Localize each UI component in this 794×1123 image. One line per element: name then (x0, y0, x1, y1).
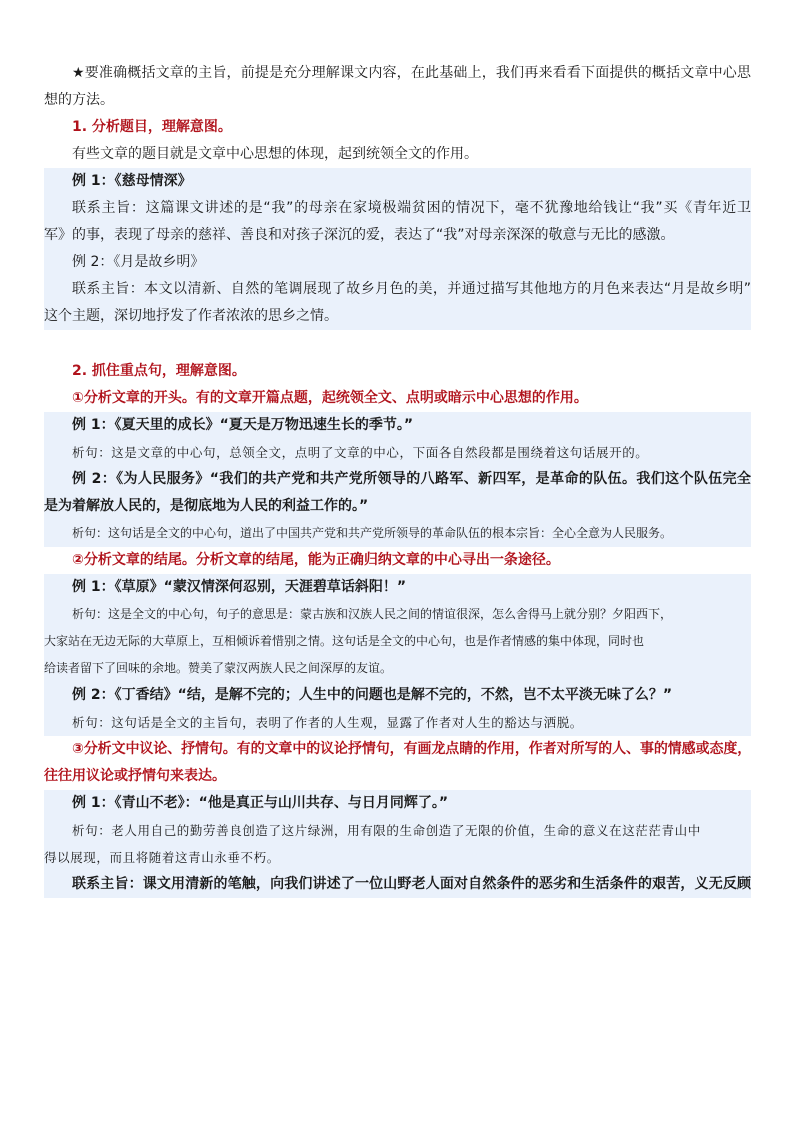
example-2-theme-line-2: 这个主题，深切地抒发了作者浓浓的思乡之情。 (44, 308, 338, 324)
subsection-3-heading-line-2: 往往用议论或抒情句来表达。 (44, 768, 226, 784)
intro-line-2: 想的方法。 (44, 92, 114, 108)
section-gap (44, 330, 751, 358)
section-1-heading: 1. 分析题目，理解意图。 (72, 119, 232, 135)
document-page (44, 60, 751, 898)
subsection-2-example-2-note: 析句：这句话是全文的主旨句，表明了作者的人生观，显露了作者对人生的豁达与洒脱。 (72, 715, 583, 730)
subsection-3-examples-block (44, 790, 751, 898)
subsection-1-examples-block (44, 412, 751, 547)
subsection-3-example-1-theme: 联系主旨：课文用清新的笔触，向我们讲述了一位山野老人面对自然条件的恶劣和生活条件的艰苦，义无反顾 (72, 876, 751, 892)
subsection-2-example-1: 例 1：《草原》“蒙汉情深何忍别，天涯碧草话斜阳！” (72, 579, 407, 595)
subsection-1-example-2-line-1: 例 2：《为人民服务》“我们的共产党和共产党所领导的八路军、新四军，是革命的队伍。我们这个队伍完全 (72, 471, 751, 487)
subsection-1-heading: ①分析文章的开头。有的文章开篇点题，起统领全文、点明或暗示中心思想的作用。 (72, 390, 588, 406)
example-2-title: 例 2：《月是故乡明》 (72, 254, 205, 270)
example-1-theme-line-1: 联系主旨：这篇课文讲述的是“我”的母亲在家境极端贫困的情况下，毫不犹豫地给钱让“我”买《青年近卫 (72, 200, 751, 216)
example-1-theme-line-2: 军》的事，表现了母亲的慈祥、善良和对孩子深沉的爱，表达了“我”对母亲深深的敬意与无比的感激。 (44, 227, 675, 243)
subsection-2-heading: ②分析文章的结尾。分析文章的结尾，能为正确归纳文章的中心寻出一条途径。 (72, 552, 560, 568)
example-2-theme-line-1: 联系主旨：本文以清新、自然的笔调展现了故乡月色的美，并通过描写其他地方的月色来表达“月是故乡明” (72, 281, 751, 297)
subsection-2-example-2: 例 2：《丁香结》“结，是解不完的；人生中的问题也是解不完的，不然，岂不太平淡无味了么？” (72, 687, 673, 703)
subsection-1-example-1-note: 析句：这是文章的中心句，总领全文，点明了文章的中心，下面各自然段都是围绕着这句话展开的。 (72, 445, 649, 460)
subsection-3-example-1: 例 1：《青山不老》：“他是真正与山川共存、与日月同辉了。” (72, 795, 449, 811)
section-1-description: 有些文章的题目就是文章中心思想的体现，起到统领全文的作用。 (72, 146, 478, 162)
subsection-2-example-1-note-3: 给读者留下了回味的余地。赞美了蒙汉两族人民之间深厚的友谊。 (44, 661, 393, 675)
section-1-examples-block (44, 168, 751, 330)
subsection-1-example-1: 例 1：《夏天里的成长》“夏天是万物迅速生长的季节。” (72, 417, 414, 433)
subsection-1-example-2-line-2: 是为着解放人民的，是彻底地为人民的利益工作的。” (44, 498, 369, 514)
subsection-3-heading-line-1: ③分析文中议论、抒情句。有的文章中的议论抒情句，有画龙点睛的作用，作者对所写的人、事的情感或态度， (72, 741, 751, 757)
example-1-title: 例 1：《慈母情深》 (72, 173, 192, 189)
intro-line-1: ★要准确概括文章的主旨，前提是充分理解课文内容，在此基础上，我们再来看看下面提供的概括文章中心思 (72, 65, 751, 81)
subsection-2-example-1-note-1: 析句：这是全文的中心句，句子的意思是：蒙古族和汉族人民之间的情谊很深，怎么舍得马上就分别？夕阳西下， (72, 607, 673, 621)
subsection-2-examples-block (44, 574, 751, 736)
subsection-1-example-2-note: 析句：这句话是全文的中心句，道出了中国共产党和共产党所领导的革命队伍的根本宗旨：全心全意为人民服务。 (72, 526, 673, 540)
subsection-3-example-1-note-2: 得以展现，而且将随着这青山永垂不朽。 (44, 850, 280, 865)
subsection-2-example-1-note-2: 大家站在无边无际的大草原上，互相倾诉着惜别之情。这句话是全文的中心句，也是作者情感的集中体现，同时也 (44, 634, 645, 648)
subsection-3-example-1-note-1: 析句：老人用自己的勤劳善良创造了这片绿洲，用有限的生命创造了无限的价值，生命的意义在这茫茫青山中 (72, 823, 701, 838)
section-2-heading: 2. 抓住重点句，理解意图。 (72, 363, 246, 379)
